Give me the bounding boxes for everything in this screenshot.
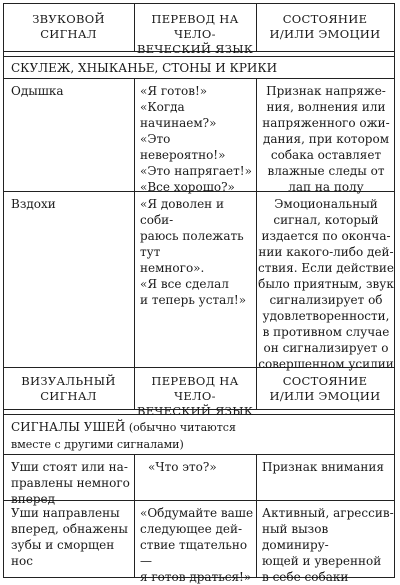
row-state: Эмоциональный сигнал, который издается по оконча- нии какого-либо дей- ствия. Если действие было приятным, звук сигнализирует об удовлетворенности, в противном случае он сигнализирует о совершенном усилии <box>258 197 394 371</box>
section-title-text: СИГНАЛЫ УШЕЙ <box>11 420 126 434</box>
row-translation: «Что это?» <box>148 460 217 474</box>
header-signal: ВИЗУАЛЬНЫЙ СИГНАЛ <box>21 374 116 403</box>
row-signal: Уши стоят или на- правлены немного вперед <box>11 460 130 506</box>
section-note: (обычно читаются вместе с другими сигналами) <box>11 421 236 451</box>
header-translation: ПЕРЕВОД НА ЧЕЛО- ВЕЧЕСКИЙ ЯЗЫК <box>136 12 254 56</box>
row-translation: «Я готов!» «Когда начинаем?» «Это невероятно!» «Это напрягает!» «Все хорошо?» <box>140 84 252 194</box>
header-translation: ПЕРЕВОД НА ЧЕЛО- ВЕЧЕСКИЙ ЯЗЫК <box>136 374 254 418</box>
row-signal: Одышка <box>11 84 64 98</box>
header-state: СОСТОЯНИЕ И/ИЛИ ЭМОЦИИ <box>269 12 381 41</box>
section-title <box>11 419 391 453</box>
section-title: СКУЛЕЖ, ХНЫКАНЬЕ, СТОНЫ И КРИКИ <box>11 61 278 75</box>
row-translation: «Я доволен и соби- раюсь полежать тут немного». «Я все сделал и теперь устал!» <box>140 197 247 307</box>
row-signal: Вздохи <box>11 197 56 211</box>
header-state: СОСТОЯНИЕ И/ИЛИ ЭМОЦИИ <box>269 374 381 403</box>
row-state: Признак напряже- ния, волнения или напряженного ожи- дания, при котором собака оставляет влажные следы от лап на полу <box>262 84 390 194</box>
table <box>3 3 395 584</box>
row-signal: Уши направлены вперед, обнажены зубы и сморщен нос <box>11 506 128 568</box>
row-state: Активный, агрессив- ный вызов доминиру- ющей и уверенной в себе собаки <box>262 506 394 584</box>
row-translation: «Обдумайте ваше следующее дей- ствие тщательно — я готов драться!» <box>140 506 254 584</box>
row-state: Признак внимания <box>262 460 384 474</box>
header-signal: ЗВУКОВОЙ СИГНАЛ <box>32 12 105 41</box>
